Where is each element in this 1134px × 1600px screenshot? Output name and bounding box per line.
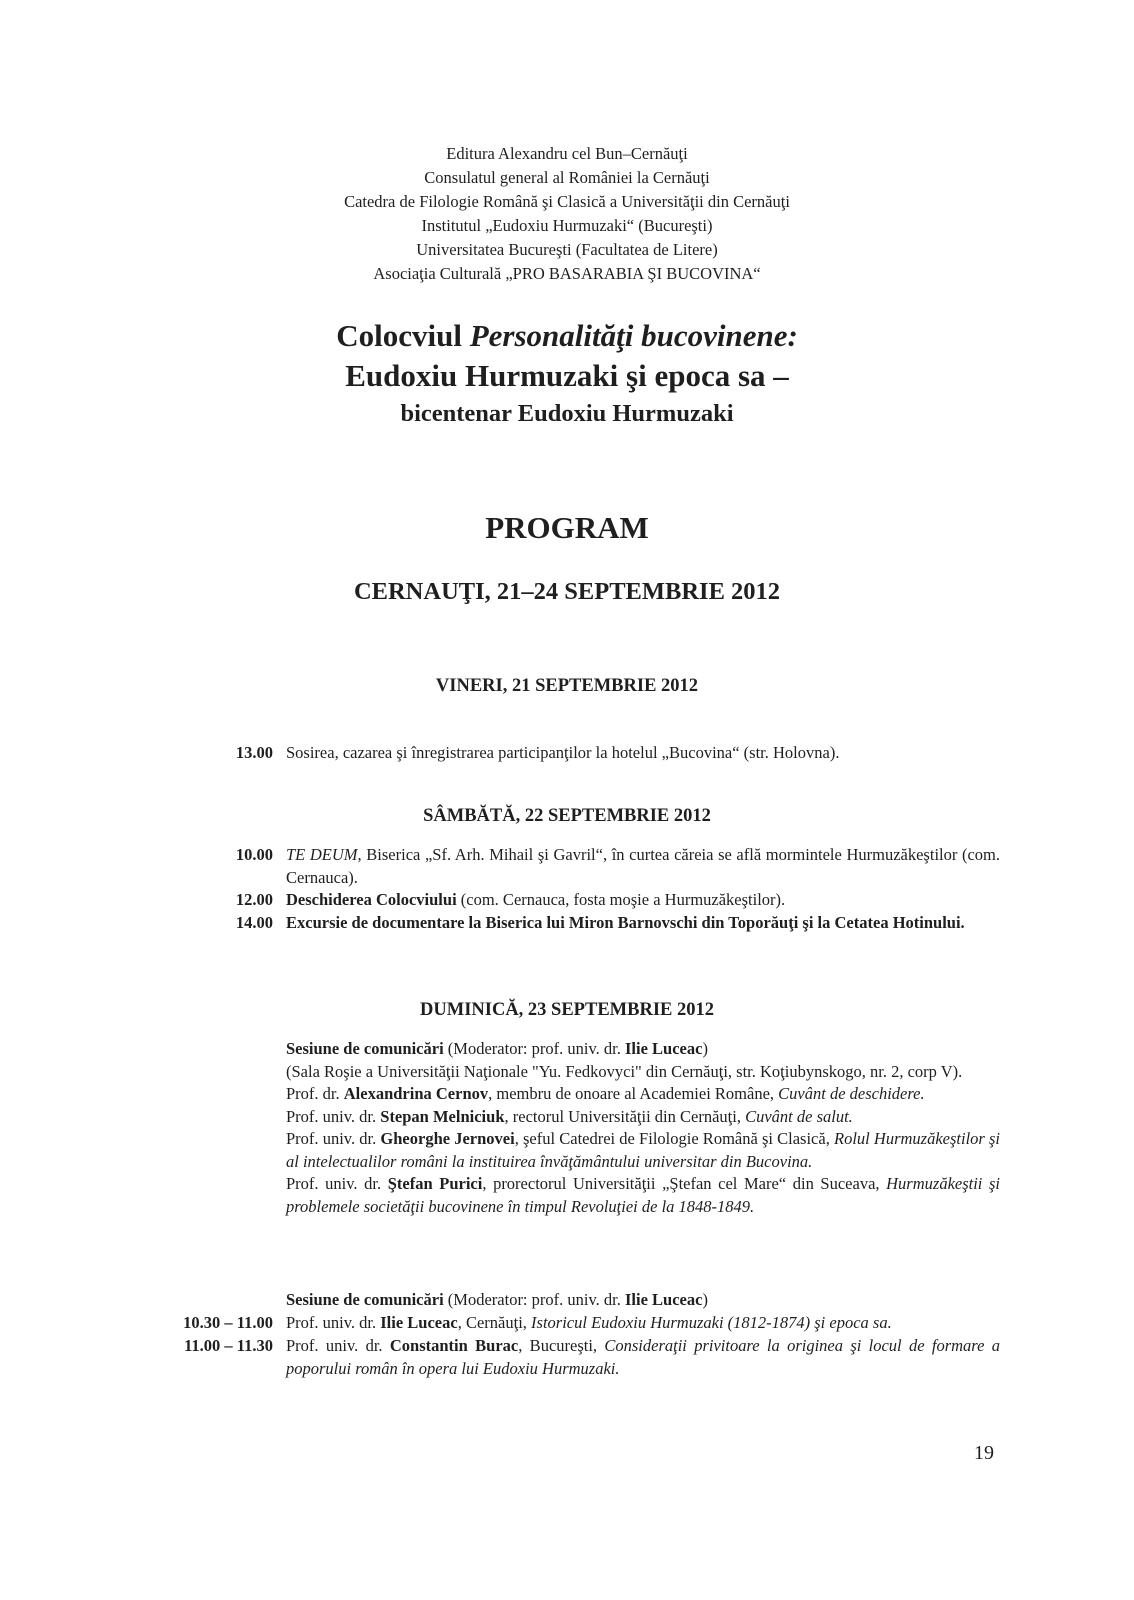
session-title: Sesiune de comunicări (Moderator: prof. univ. dr. Ilie Luceac) bbox=[286, 1290, 708, 1309]
entry-text: Sosirea, cazarea şi înregistrarea participanţilor la hotelul „Bucovina“ (str. Holovna). bbox=[286, 743, 840, 762]
entry-text: Deschiderea Colocviului (com. Cernauca, fosta moşie a Hurmuzăkeştilor). bbox=[286, 890, 786, 909]
session-block bbox=[170, 1289, 1000, 1312]
entry-time: 12.00 bbox=[235, 890, 273, 909]
schedule-entry bbox=[170, 889, 1000, 912]
organizer-line: Institutul „Eudoxiu Hurmuzaki“ (Bucureşti) bbox=[421, 216, 713, 235]
place-and-dates: CERNAUŢI, 21–24 SEPTEMBRIE 2012 bbox=[353, 578, 781, 605]
title-line-2: Eudoxiu Hurmuzaki şi epoca sa – bbox=[345, 358, 789, 393]
organizer-line: Universitatea Bucureşti (Facultatea de Litere) bbox=[416, 240, 718, 259]
title-line-3: bicentenar Eudoxiu Hurmuzaki bbox=[400, 400, 734, 427]
organizer-line: Editura Alexandru cel Bun–Cernăuţi bbox=[446, 144, 688, 163]
entry-time: 10.00 bbox=[235, 845, 273, 864]
entry-time: 10.30 – 11.00 bbox=[183, 1313, 273, 1332]
organizers-list bbox=[0, 142, 1134, 286]
talk-item: Prof. univ. dr. Ilie Luceac, Cernăuţi, Istoricul Eudoxiu Hurmuzaki (1812-1874) şi epoca sa. bbox=[286, 1313, 892, 1332]
talk-item: Prof. univ. dr. Stepan Melniciuk, rectorul Universităţii din Cernăuţi, Cuvânt de salut. bbox=[286, 1106, 853, 1126]
organizer-line: Asociaţia Culturală „PRO BASARABIA ŞI BUCOVINA“ bbox=[373, 264, 761, 283]
talk-item: Prof. univ. dr. Ştefan Purici, prorectorul Universităţii „Ştefan cel Mare“ din Suceava, Hurmuzăkeştii şi problemele societăţii bucovinene în timpul Revoluţiei de la 1848-1849. bbox=[286, 1174, 1000, 1216]
schedule-entry bbox=[170, 1335, 1000, 1380]
entry-text: TE DEUM, Biserica „Sf. Arh. Mihail şi Gavril“, în curtea căreia se află mormintele Hurmuzăkeştilor (com. Cernauca). bbox=[286, 845, 1001, 887]
session-location: (Sala Roşie a Universităţii Naţionale "Yu. Fedkovyci" din Cernăuţi, str. Koţiubynskogo, nr. 2, corp V). bbox=[286, 1061, 963, 1081]
entry-time: 11.00 – 11.30 bbox=[184, 1336, 273, 1355]
session-title: Sesiune de comunicări (Moderator: prof. univ. dr. Ilie Luceac) bbox=[286, 1039, 708, 1058]
talk-item: Prof. dr. Alexandrina Cernov, membru de onoare al Academiei Române, Cuvânt de deschidere. bbox=[286, 1084, 925, 1103]
entry-text: Excursie de documentare la Biserica lui Miron Barnovschi din Toporăuţi şi la Cetatea Hotinului. bbox=[286, 913, 965, 932]
program-heading: PROGRAM bbox=[485, 510, 649, 545]
schedule-entry bbox=[170, 742, 1000, 765]
entry-time: 13.00 bbox=[235, 743, 273, 762]
talk-item: Prof. univ. dr. Constantin Burac, Bucureşti, Consideraţii privitoare la originea şi locul de formare a poporului român în opera lui Eudoxiu Hurmuzaki. bbox=[286, 1336, 1000, 1378]
session-block bbox=[170, 1038, 1000, 1218]
title-line-1: Colocviul Personalităţi bucovinene: bbox=[336, 318, 798, 353]
day-heading-saturday: SÂMBĂTĂ, 22 SEPTEMBRIE 2012 bbox=[423, 806, 711, 826]
schedule-entry bbox=[170, 912, 1000, 935]
entry-time: 14.00 bbox=[235, 913, 273, 932]
organizer-line: Consulatul general al României la Cernăuţi bbox=[424, 168, 710, 187]
organizer-line: Catedra de Filologie Română şi Clasică a Universităţii din Cernăuţi bbox=[344, 192, 790, 211]
colloquium-title bbox=[0, 316, 1134, 432]
schedule-entry bbox=[170, 844, 1000, 889]
talk-item: Prof. univ. dr. Gheorghe Jernovei, şeful Catedrei de Filologie Română şi Clasică, Rolul Hurmuzăkeştilor şi al intelectualilor români la instituirea învăţământului universitar din Bucovina. bbox=[286, 1129, 1001, 1171]
day-heading-sunday: DUMINICĂ, 23 SEPTEMBRIE 2012 bbox=[420, 1000, 714, 1020]
day-heading-friday: VINERI, 21 SEPTEMBRIE 2012 bbox=[435, 676, 699, 696]
schedule-entry bbox=[170, 1312, 1000, 1335]
page-number: 19 bbox=[974, 1442, 994, 1464]
